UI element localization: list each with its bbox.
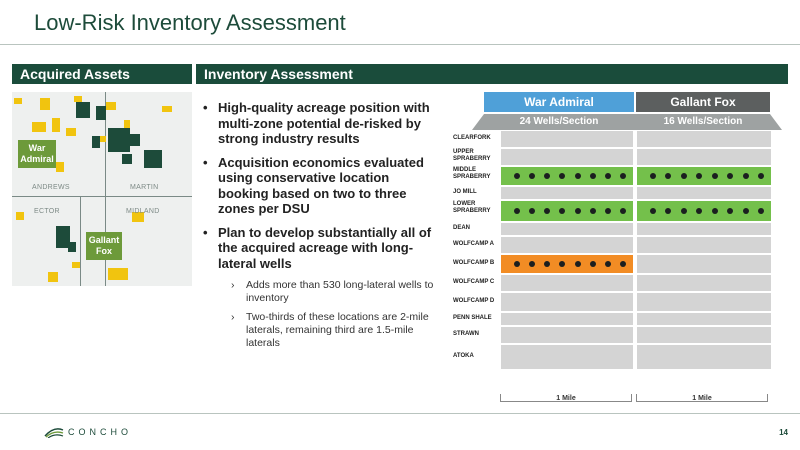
zone-cell-gallant-fox — [636, 274, 772, 292]
page-title: Low-Risk Inventory Assessment — [34, 10, 346, 35]
well-dot — [681, 173, 687, 179]
well-dot — [590, 208, 596, 214]
zone-cell-war-admiral — [500, 292, 634, 312]
county-line-h — [12, 196, 192, 197]
zone-cell-gallant-fox — [636, 292, 772, 312]
acquired-block — [144, 150, 162, 168]
county-label-martin: MARTIN — [130, 184, 159, 191]
zone-cell-gallant-fox — [636, 166, 772, 186]
zone-row — [450, 130, 772, 148]
well-dot — [696, 173, 702, 179]
zone-row — [450, 254, 772, 274]
zone-cell-gallant-fox — [636, 344, 772, 370]
well-dot — [650, 208, 656, 214]
well-dot — [665, 208, 671, 214]
zone-cell-war-admiral — [500, 236, 634, 254]
acreage-block — [16, 212, 24, 220]
well-dot — [575, 261, 581, 267]
well-dot — [696, 208, 702, 214]
well-dot — [514, 208, 520, 214]
well-dot — [575, 208, 581, 214]
acquired-block — [92, 136, 100, 148]
bullet-item: • Plan to develop substantially all of the acquired acreage with long-lateral wells — [203, 225, 439, 272]
acreage-block — [66, 128, 76, 136]
well-dot — [681, 208, 687, 214]
acreage-block — [162, 106, 172, 112]
inventory-assessment-header: Inventory Assessment — [196, 64, 788, 84]
logo-text: CONCHO — [68, 427, 132, 437]
scale-bar-right — [636, 394, 768, 402]
zone-cell-war-admiral — [500, 274, 634, 292]
zone-cell-gallant-fox — [636, 326, 772, 344]
well-dot — [758, 208, 764, 214]
zone-cell-war-admiral — [500, 344, 634, 370]
zone-grid — [450, 130, 772, 390]
well-dot — [605, 173, 611, 179]
well-dot — [743, 208, 749, 214]
zone-row — [450, 236, 772, 254]
well-dot — [590, 173, 596, 179]
zone-cell-war-admiral — [500, 148, 634, 166]
title-divider — [0, 44, 800, 45]
county-label-andrews: ANDREWS — [32, 184, 70, 191]
well-dot — [758, 173, 764, 179]
zone-cell-gallant-fox — [636, 148, 772, 166]
zone-cell-gallant-fox — [636, 222, 772, 236]
acreage-block — [56, 162, 64, 172]
zone-cell-gallant-fox — [636, 236, 772, 254]
well-dot — [559, 261, 565, 267]
zone-label: PENN SHALE — [453, 315, 492, 321]
gallant-fox-callout: Gallant Fox — [86, 232, 122, 260]
acquired-block — [76, 102, 90, 118]
concho-logo-icon — [44, 426, 64, 438]
well-dot — [544, 208, 550, 214]
zone-label: JO MILL — [453, 189, 477, 195]
zone-label: WOLFCAMP D — [453, 298, 495, 304]
zone-cell-war-admiral — [500, 222, 634, 236]
well-dot — [590, 261, 596, 267]
acquired-assets-header: Acquired Assets — [12, 64, 192, 84]
well-dot — [514, 173, 520, 179]
zone-cell-war-admiral — [500, 312, 634, 326]
well-dot — [529, 208, 535, 214]
scale-label: 1 Mile — [556, 395, 576, 402]
well-dot — [529, 261, 535, 267]
acquired-block — [108, 128, 130, 152]
war-admiral-column-header: War Admiral — [484, 92, 634, 112]
zone-cell-war-admiral — [500, 326, 634, 344]
zone-cell-war-admiral — [500, 200, 634, 222]
well-dot — [620, 208, 626, 214]
footer-divider — [0, 413, 800, 414]
zone-row — [450, 292, 772, 312]
acreage-block — [72, 262, 80, 268]
county-label-ector: ECTOR — [34, 208, 60, 215]
gallant-fox-spacing: 16 Wells/Section — [663, 116, 743, 127]
acreage-block — [108, 268, 128, 280]
sub-bullet-item: › Two-thirds of these locations are 2-mile laterals, remaining third are 1.5-mile laterals — [203, 311, 439, 350]
well-dot — [727, 173, 733, 179]
bullet-item: • High-quality acreage position with multi-zone potential de-risked by strong industry results — [203, 100, 439, 147]
county-label-midland: MIDLAND — [126, 208, 160, 215]
well-dot — [620, 173, 626, 179]
zone-row — [450, 326, 772, 344]
zone-label: WOLFCAMP B — [453, 260, 495, 266]
well-dot — [575, 173, 581, 179]
zone-row — [450, 312, 772, 326]
acreage-map — [12, 92, 192, 286]
page-number: 14 — [779, 428, 788, 437]
well-dot — [544, 173, 550, 179]
zone-label: ATOKA — [453, 353, 474, 359]
well-spacing-diagram — [450, 92, 780, 412]
zone-label: STRAWN — [453, 331, 479, 337]
zone-cell-gallant-fox — [636, 312, 772, 326]
scale-label: 1 Mile — [692, 395, 712, 402]
zone-cell-gallant-fox — [636, 186, 772, 200]
well-dot — [559, 208, 565, 214]
zone-label: CLEARFORK — [453, 135, 491, 141]
well-dot — [514, 261, 520, 267]
zone-row — [450, 186, 772, 200]
zone-label: LOWER SPRABERRY — [453, 201, 491, 214]
acreage-block — [32, 122, 46, 132]
acreage-block — [52, 118, 60, 132]
acreage-block — [40, 98, 50, 110]
well-dot — [559, 173, 565, 179]
well-dot — [712, 173, 718, 179]
zone-cell-gallant-fox — [636, 200, 772, 222]
zone-label: UPPER SPRABERRY — [453, 149, 491, 162]
zone-label: DEAN — [453, 225, 471, 231]
county-line-v2 — [80, 196, 81, 286]
well-dot — [665, 173, 671, 179]
acreage-block — [48, 272, 58, 282]
war-admiral-callout: War Admiral — [18, 140, 56, 168]
well-dot — [605, 261, 611, 267]
zone-row — [450, 200, 772, 222]
zone-cell-war-admiral — [500, 166, 634, 186]
spacing-header-bar — [484, 114, 770, 130]
war-admiral-spacing: 24 Wells/Section — [519, 116, 599, 127]
well-dot — [650, 173, 656, 179]
acquired-block — [122, 154, 132, 164]
zone-row — [450, 222, 772, 236]
zone-cell-gallant-fox — [636, 130, 772, 148]
well-dot — [743, 173, 749, 179]
acreage-block — [124, 120, 130, 128]
zone-label: WOLFCAMP A — [453, 241, 494, 247]
bullet-item: • Acquisition economics evaluated using conservative location booking based on two to three zones per DSU — [203, 155, 439, 217]
well-dot — [727, 208, 733, 214]
acreage-block — [106, 102, 116, 110]
zone-row — [450, 148, 772, 166]
sub-bullet-item: › Adds more than 530 long-lateral wells to inventory — [203, 279, 439, 305]
acquired-block — [130, 134, 140, 146]
well-dot — [544, 261, 550, 267]
well-dot — [605, 208, 611, 214]
well-dot — [712, 208, 718, 214]
gallant-fox-column-header: Gallant Fox — [636, 92, 770, 112]
zone-row — [450, 274, 772, 292]
acreage-block — [14, 98, 22, 104]
scale-bar-left — [500, 394, 632, 402]
zone-cell-gallant-fox — [636, 254, 772, 274]
zone-label: WOLFCAMP C — [453, 279, 495, 285]
zone-label: MIDDLE SPRABERRY — [453, 167, 491, 180]
well-dot — [620, 261, 626, 267]
acquired-block — [68, 242, 76, 252]
zone-cell-war-admiral — [500, 130, 634, 148]
concho-logo — [44, 426, 132, 438]
zone-cell-war-admiral — [500, 254, 634, 274]
zone-cell-war-admiral — [500, 186, 634, 200]
bullet-list — [203, 100, 439, 356]
acquired-block — [96, 106, 106, 120]
zone-row — [450, 166, 772, 186]
zone-row — [450, 344, 772, 370]
well-dot — [529, 173, 535, 179]
